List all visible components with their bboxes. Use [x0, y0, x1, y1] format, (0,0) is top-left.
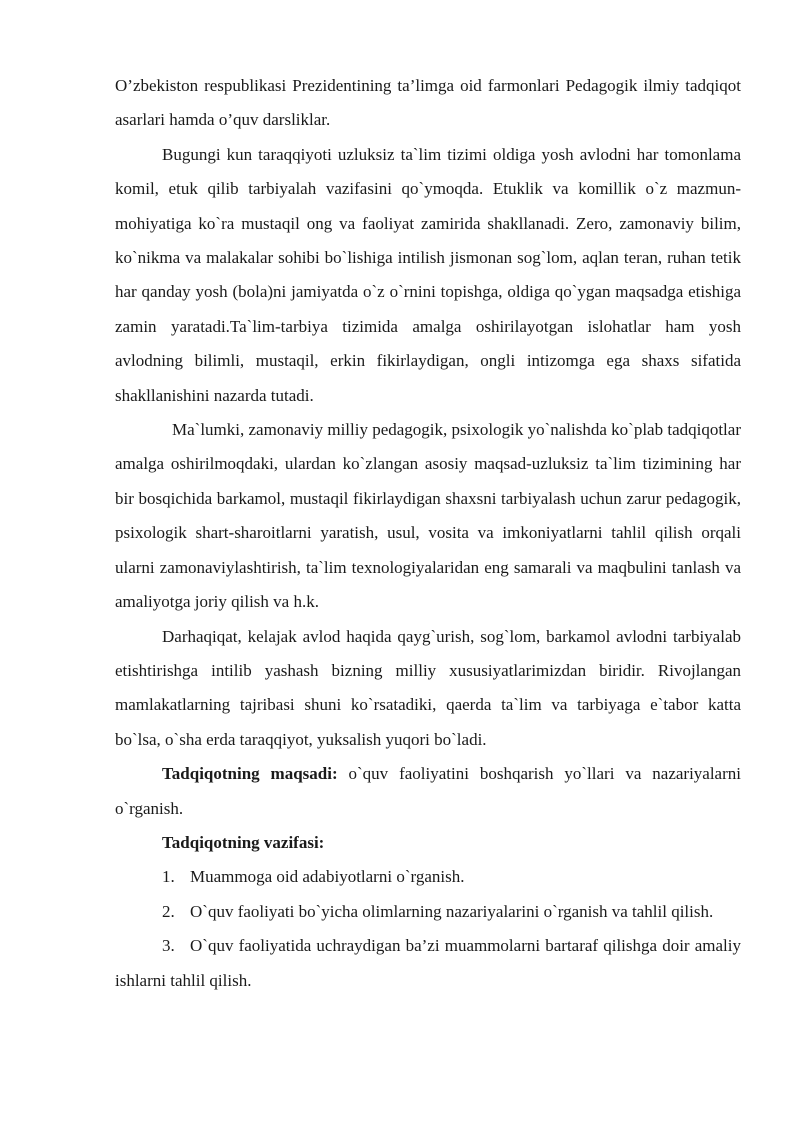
task-item-3 — [115, 929, 741, 998]
body-paragraph-2: Ma`lumki, zamonaviy milliy pedagogik, psixologik yo`nalishda ko`plab tadqiqotlar amalga oshirilmoqdaki, ulardan ko`zlangan asosiy maqsad-uzluksiz ta`lim tizimining har bir bosqichida barkamol, mustaqil fikirlaydigan shaxsni tarbiyalash uchun zarur pedagogik, psixologik shart-sharoitlarni yaratish, usul, vosita va imkoniyatlarni tahlil qilish orqali ularni zamonaviylashtirish, ta`lim texnologiyalaridan eng samarali va maqbulini tanlash va amaliyotga joriy qilish va h.k. — [115, 420, 741, 612]
task-number: 1. — [162, 867, 175, 887]
research-tasks-heading: Tadqiqotning vazifasi: — [162, 832, 325, 852]
task-item-1 — [115, 860, 741, 894]
body-paragraph-3: Darhaqiqat, kelajak avlod haqida qayg`urish, sog`lom, barkamol avlodni tarbiyalab etishtirishga intilib yashash bizning milliy xususiyatlarimizdan biridir. Rivojlangan mamlakatlarning tajribasi shuni ko`rsatadiki, qaerda ta`lim va tarbiyaga e`tabor katta bo`lsa, o`sha erda taraqqiyot, yuksalish yuqori bo`ladi. — [115, 626, 741, 749]
document-page — [115, 69, 741, 998]
task-text: Muammoga oid adabiyotlarni o`rganish. — [190, 867, 465, 887]
task-number: 2. — [162, 901, 175, 921]
task-item-2 — [115, 895, 741, 929]
body-paragraph-1: Bugungi kun taraqqiyoti uzluksiz ta`lim tizimi oldiga yosh avlodni har tomonlama komil, etuk qilib tarbiyalah vazifasini qo`ymoqda. Etuklik va komillik o`z mazmun-mohiyatiga ko`ra mustaqil ong va faoliyat zamirida shakllanadi. Zero, zamonaviy bilim, ko`nikma va malakalar sohibi bo`lishiga intilish jismonan sog`lom, aqlan teran, ruhan tetik har qanday yosh (bola)ni jamiyatda o`z o`rnini topishga, oldiga qo`ygan maqsadga etishiga zamin yaratadi.Ta`lim-tarbiya tizimida amalga oshirilayotgan islohatlar ham yosh avlodning bilimli, mustaqil, erkin fikirlaydigan, ongli intizomga ega shaxs sifatida shakllanishini nazarda tutadi. — [115, 144, 741, 405]
task-text: O`quv faoliyatida uchraydigan ba’zi muammolarni bartaraf qilishga doir amaliy ishlarni tahlil qilish. — [115, 936, 741, 990]
task-number: 3. — [162, 936, 175, 956]
intro-paragraph: O’zbekiston respublikasi Prezidentining ta’limga oid farmonlari Pedagogik ilmiy tadqiqot asarlari hamda o’quv darsliklar. — [115, 76, 741, 130]
task-text: O`quv faoliyati bo`yicha olimlarning nazariyalarini o`rganish va tahlil qilish. — [190, 901, 714, 921]
research-goal-text: o`quv faoliyatini boshqarish yo`llari va nazariyalarni o`rganish. — [115, 764, 741, 818]
research-goal-label: Tadqiqotning maqsadi: — [162, 764, 338, 784]
research-goal-paragraph — [115, 757, 741, 826]
